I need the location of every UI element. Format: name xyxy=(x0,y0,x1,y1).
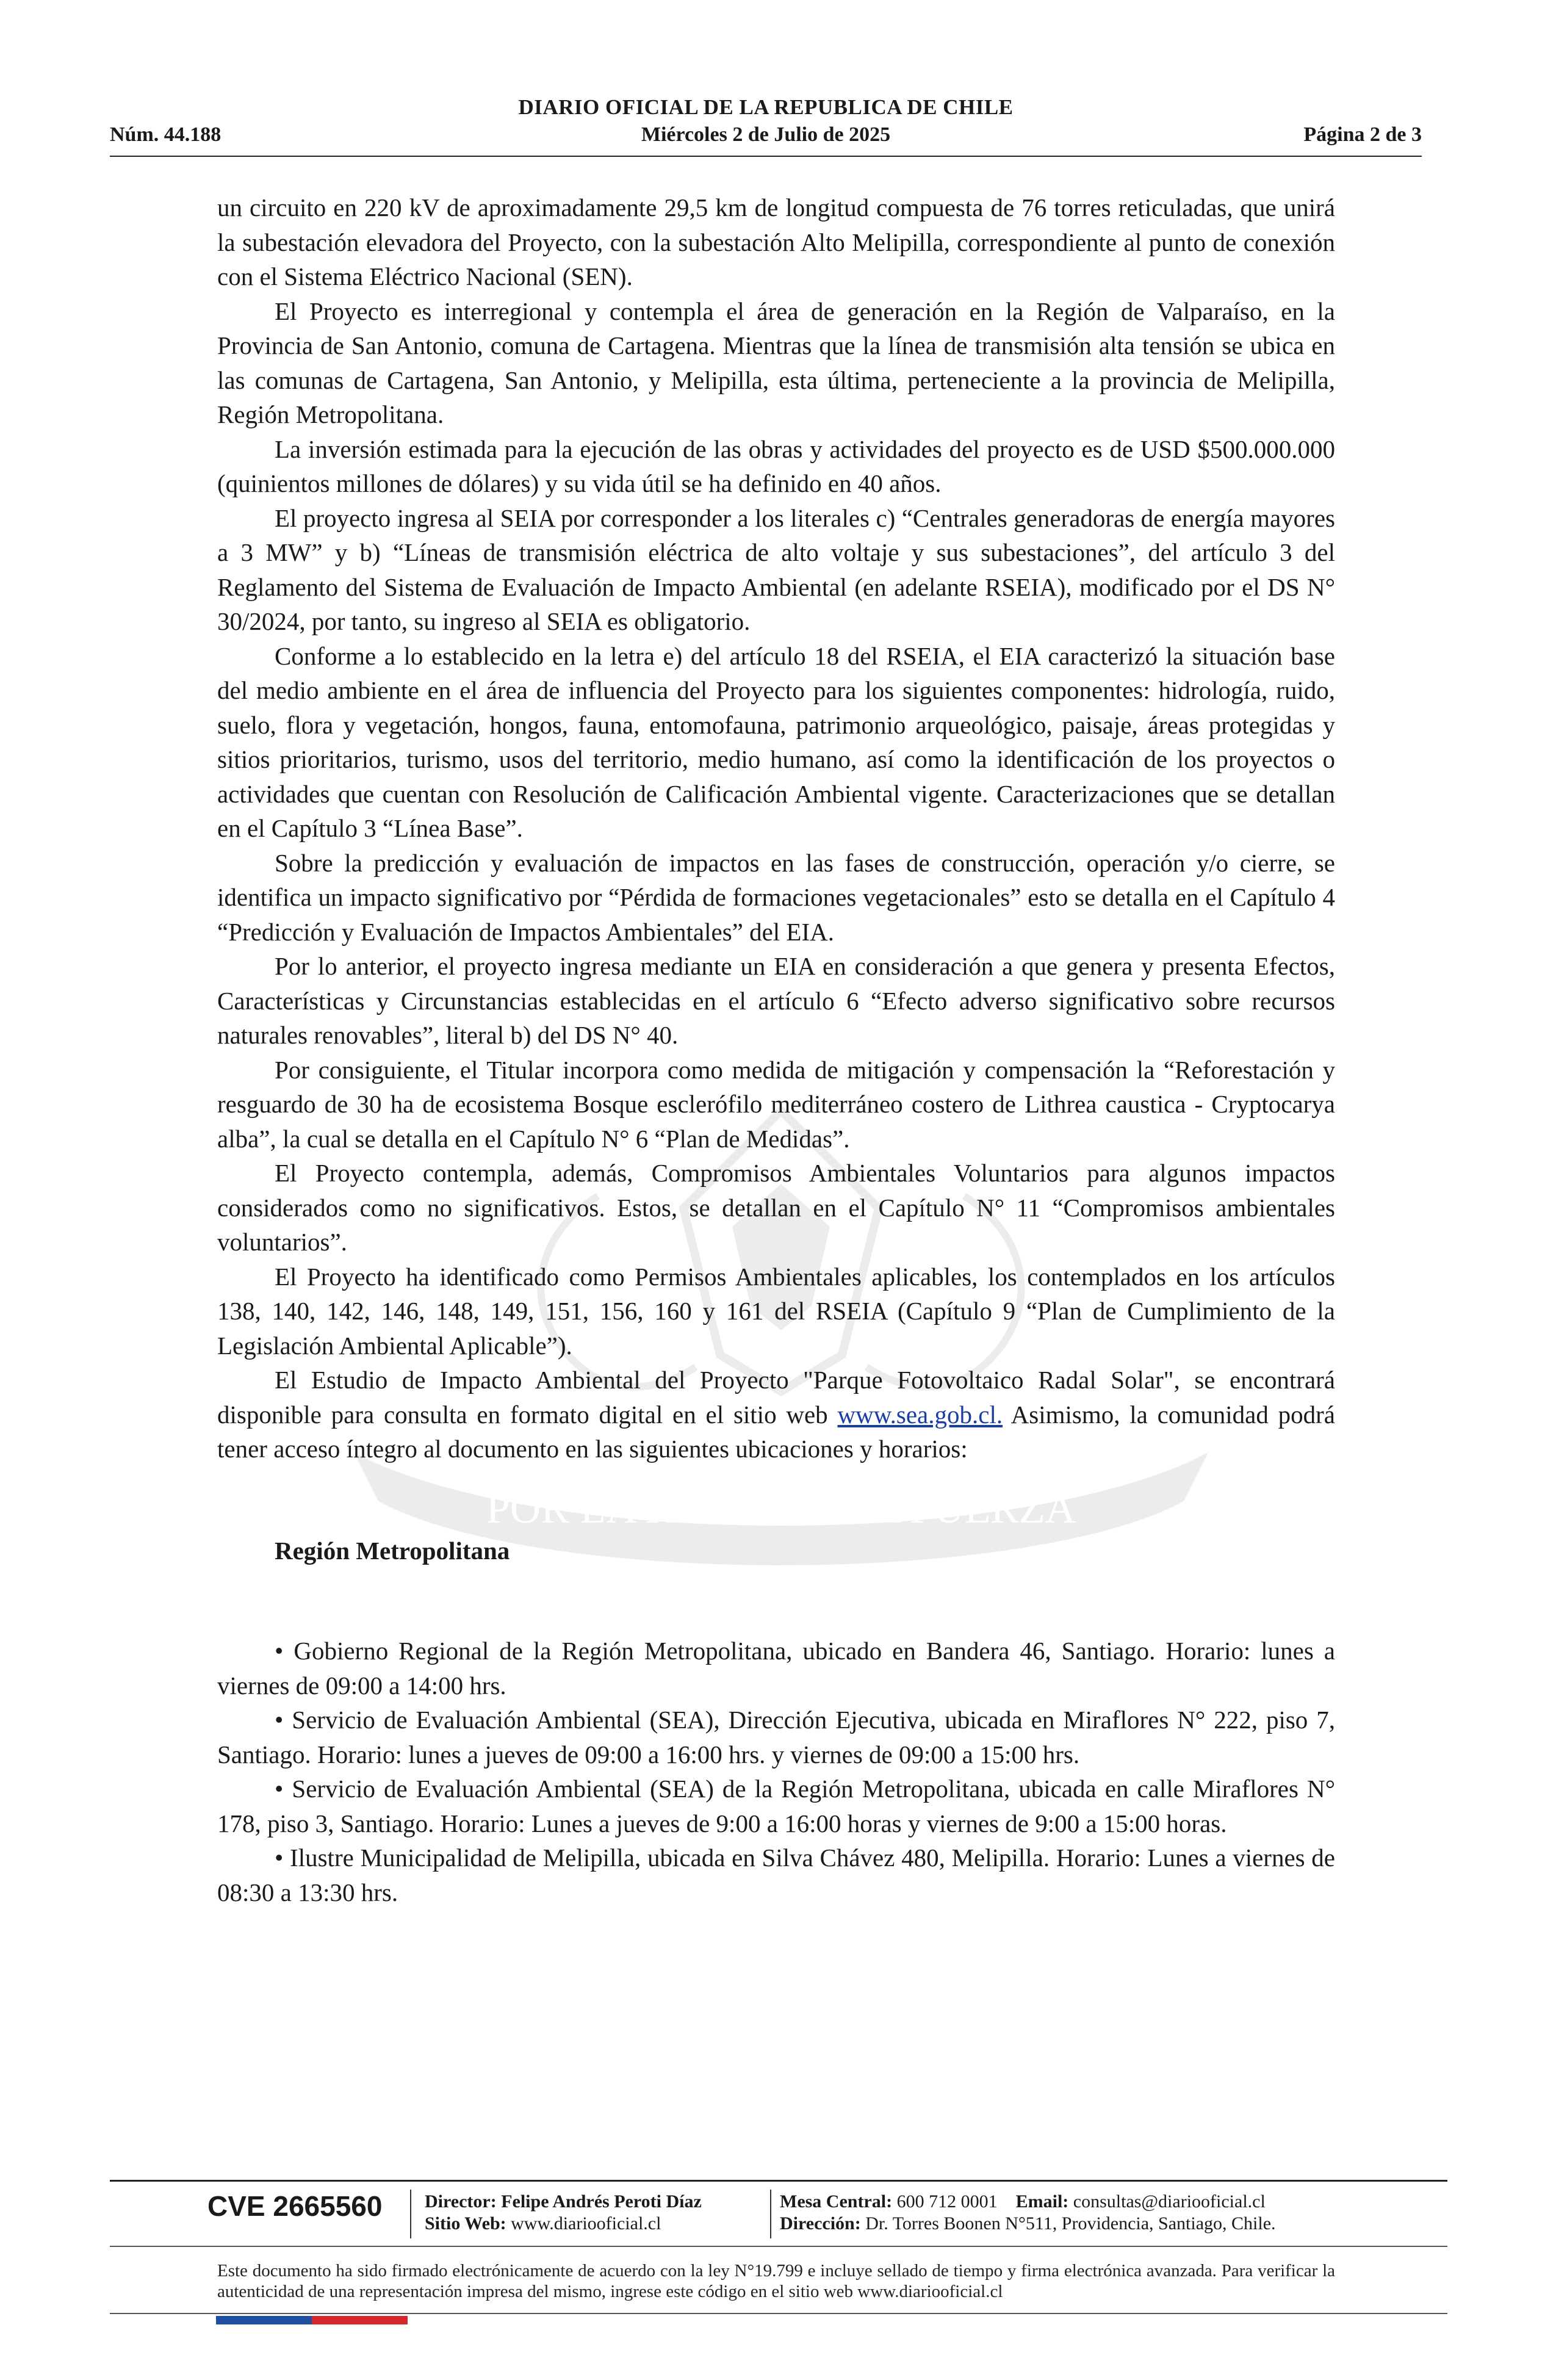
region-heading: Región Metropolitana xyxy=(275,1536,510,1565)
footer-divider-bottom xyxy=(110,2313,1447,2314)
header-divider xyxy=(110,156,1422,157)
paragraph: El Proyecto contempla, además, Compromisos Ambientales Voluntarios para algunos impactos considerados como no significativos. Estos, se detallan en el Capítulo N° 11 “Compromisos ambientales voluntarios”. xyxy=(217,1159,1335,1256)
location-item: • Servicio de Evaluación Ambiental (SEA) de la Región Metropolitana, ubicada en calle Miraflores N° 178, piso 3, Santiago. Horario: Lunes a jueves de 9:00 a 16:00 horas y viernes de 9:00 a 15:00 horas. xyxy=(217,1775,1335,1837)
website-link[interactable]: www.diariooficial.cl xyxy=(511,2213,661,2234)
director-label: Director: xyxy=(425,2191,497,2212)
issue-date: Miércoles 2 de Julio de 2025 xyxy=(641,123,891,146)
paragraph: El Proyecto es interregional y contempla el área de generación en la Región de Valparaíso, en la Provincia de San Antonio, comuna de Cartagena. Mientras que la línea de transmisión alta tensión se ubica en las comunas de Cartagena, San Antonio, y Melipilla, esta última, perteneciente a la provincia de Melipilla, Región Metropolitana. xyxy=(217,297,1335,428)
footer-divider-middle xyxy=(110,2246,1447,2247)
email-label: Email: xyxy=(1015,2191,1069,2212)
paragraph: un circuito en 220 kV de aproximadamente 29,5 km de longitud compuesta de 76 torres reticuladas, que unirá la subestación elevadora del Proyecto, con la subestación Alto Melipilla, correspondiente al punto de conexión con el Sistema Eléctrico Nacional (SEN). xyxy=(217,193,1335,290)
website-label: Sitio Web: xyxy=(425,2213,506,2234)
study-text-after: Asimismo, la comunidad podrá tener acceso íntegro al documento en las siguientes ubicaciones y horarios: xyxy=(217,1400,1335,1463)
address-text: Dr. Torres Boonen N°511, Providencia, Santiago, Chile. xyxy=(865,2213,1276,2234)
flag-stripe xyxy=(216,2316,408,2324)
address-label: Dirección: xyxy=(780,2213,861,2234)
sea-website-link[interactable]: www.sea.gob.cl. xyxy=(837,1400,1003,1429)
study-availability-paragraph xyxy=(217,1363,1335,1466)
paragraph: El proyecto ingresa al SEIA por corresponder a los literales c) “Centrales generadoras de energía mayores a 3 MW” y b) “Líneas de transmisión eléctrica de alto voltaje y sus subestaciones”, del artículo 3 del Reglamento del Sistema de Evaluación de Impacto Ambiental (en adelante RSEIA), modificado por el DS N° 30/2024, por tanto, su ingreso al SEIA es obligatorio. xyxy=(217,503,1335,635)
phone-label: Mesa Central: xyxy=(780,2191,893,2212)
paragraph: La inversión estimada para la ejecución de las obras y actividades del proyecto es de USD $500.000.000 (quinientos millones de dólares) y su vida útil se ha definido en 40 años. xyxy=(217,435,1335,497)
svg-text:POR LA RAZÓN O LA FUERZA: POR LA RAZÓN O LA FUERZA xyxy=(486,1485,1076,1532)
issue-number: Núm. 44.188 xyxy=(110,123,222,146)
footer-director-info xyxy=(425,2191,702,2235)
footer-contact-info xyxy=(780,2191,1276,2235)
newspaper-title: DIARIO OFICIAL DE LA REPUBLICA DE CHILE xyxy=(518,95,1014,119)
footer-separator xyxy=(410,2190,411,2238)
location-item: • Servicio de Evaluación Ambiental (SEA), Dirección Ejecutiva, ubicada en Miraflores N° 222, piso 7, Santiago. Horario: lunes a jueves de 09:00 a 16:00 hrs. y viernes de 09:00 a 15:00 hrs. xyxy=(217,1706,1335,1769)
email-address[interactable]: consultas@diariooficial.cl xyxy=(1073,2191,1266,2212)
location-item: • Gobierno Regional de la Región Metropolitana, ubicado en Bandera 46, Santiago. Horario: lunes a viernes de 09:00 a 14:00 hrs. xyxy=(217,1637,1335,1700)
footer-separator xyxy=(770,2190,771,2238)
article-body xyxy=(217,190,1335,1909)
paragraph: El Proyecto ha identificado como Permisos Ambientales aplicables, los contemplados en los artículos 138, 140, 142, 146, 148, 149, 151, 156, 160 y 161 del RSEIA (Capítulo 9 “Plan de Cumplimiento de la Legislación Ambiental Aplicable”). xyxy=(217,1262,1335,1360)
location-item: • Ilustre Municipalidad de Melipilla, ubicada en Silva Chávez 480, Melipilla. Horario: Lunes a viernes de 08:30 a 13:30 hrs. xyxy=(217,1844,1335,1906)
study-text-before: El Estudio de Impacto Ambiental del Proyecto "Parque Fotovoltaico Radal Solar", se encontrará disponible para consulta en formato digital en el sitio web xyxy=(217,1366,1335,1429)
footer-divider-top xyxy=(110,2180,1447,2182)
legal-notice: Este documento ha sido firmado electrónicamente de acuerdo con la ley N°19.799 e incluye sellado de tiempo y firma electrónica avanzada. Para verificar la autenticidad de una representación impresa del mismo, ingrese este código en el sitio web www.diariooficial.cl xyxy=(217,2261,1335,2301)
page-header xyxy=(110,92,1422,159)
paragraph: Conforme a lo establecido en la letra e) del artículo 18 del RSEIA, el EIA caracterizó la situación base del medio ambiente en el área de influencia del Proyecto para los siguientes componentes: hidrología, ruido, suelo, flora y vegetación, hongos, fauna, entomofauna, patrimonio arqueológico, paisaje, áreas protegidas y sitios prioritarios, turismo, usos del territorio, medio humano, así como la identificación de los proyectos o actividades que cuentan con Resolución de Calificación Ambiental vigente. Caracterizaciones que se detallan en el Capítulo 3 “Línea Base”. xyxy=(217,641,1335,842)
paragraph: Por lo anterior, el proyecto ingresa mediante un EIA en consideración a que genera y presenta Efectos, Características y Circunstancias establecidas en el artículo 6 “Efecto adverso significativo sobre recursos naturales renovables”, literal b) del DS N° 40. xyxy=(217,952,1335,1049)
flag-red-segment xyxy=(312,2316,408,2324)
paragraph: Por consiguiente, el Titular incorpora como medida de mitigación y compensación la “Reforestación y resguardo de 30 ha de ecosistema Bosque esclerófilo mediterráneo costero de Lithrea caustica - Cryptocarya alba”, la cual se detalla en el Capítulo N° 6 “Plan de Medidas”. xyxy=(217,1055,1335,1153)
flag-blue-segment xyxy=(216,2316,312,2324)
director-name: Felipe Andrés Peroti Díaz xyxy=(501,2191,702,2212)
cve-code: CVE 2665560 xyxy=(207,2190,383,2222)
page-indicator: Página 2 de 3 xyxy=(1303,123,1422,146)
phone-number: 600 712 0001 xyxy=(896,2191,998,2212)
paragraph: Sobre la predicción y evaluación de impactos en las fases de construcción, operación y/o cierre, se identifica un impacto significativo por “Pérdida de formaciones vegetacionales” esto se detalla en el Capítulo 4 “Predicción y Evaluación de Impactos Ambientales” del EIA. xyxy=(217,848,1335,946)
